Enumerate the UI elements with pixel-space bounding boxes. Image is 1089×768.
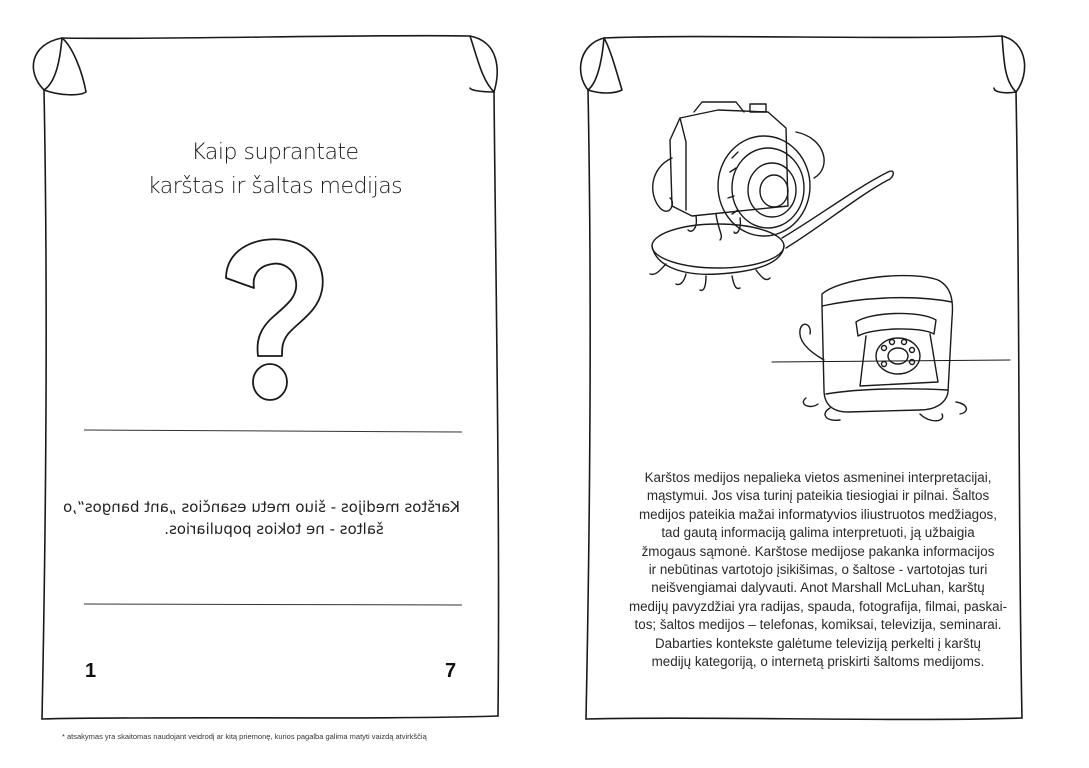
body-line: tad gautą informaciją galima interpretuoti, ją užbaigia — [661, 525, 975, 541]
answer-line-top — [84, 430, 462, 432]
mirrored-answer-line-2: šaltos - ne tokios populiarios. — [164, 520, 384, 538]
page-title — [90, 136, 460, 204]
body-line: žmogaus sąmonė. Karštose medijose pakanka informacijos — [641, 543, 995, 559]
telephone-in-ice-cube-illustration — [770, 264, 1015, 434]
mirrored-answer-line-1: Karštos medijos - šiuo metu esančios „ant bangos“,o — [63, 498, 460, 516]
title-line-2: karštas ir šaltas medijas — [147, 174, 403, 199]
body-line: Karštos medijos nepalieka vietos asmeninei interpretacijai, — [644, 470, 992, 485]
answer-line-bottom — [84, 604, 462, 605]
mirrored-answer — [63, 496, 460, 540]
question-mark-icon — [222, 238, 326, 402]
body-line: medijų kategoriją, o internetą priskirti šaltoms medijoms. — [651, 654, 985, 670]
body-line: mąstymui. Jos visa turinį pateikia tiesiogiai ir pilnai. Šaltos — [646, 488, 990, 504]
body-text — [611, 469, 1025, 671]
body-line: medijų pavyzdžiai yra radijas, spauda, fotografija, filmai, paskai- — [628, 598, 1008, 614]
body-line: tos; šaltos medijos – telefonas, komiksai, televizija, seminarai. — [634, 617, 1002, 633]
footnote: * atsakymas yra skaitomas naudojant veidrodį ar kitą priemonę, kurios pagalba galima matyti vaizdą atvirkščią — [62, 732, 427, 741]
body-line: neišvengiamai dalyvauti. Anot Marshall McLuhan, karštų — [651, 580, 985, 596]
body-line: ir nebūtinas vartotojo įsikišimas, o šaltose - vartotojas turi — [648, 562, 988, 578]
page-number-left: 1 — [85, 660, 97, 682]
title-line-1: Kaip suprantate — [191, 140, 359, 165]
page-number-right: 7 — [445, 660, 457, 682]
body-line: medijos pateikia mažai informatyvios iliustruotos medžiagos, — [639, 506, 997, 522]
body-line: Dabarties kontekste galėtume televiziją perkelti į karštų — [655, 635, 981, 651]
